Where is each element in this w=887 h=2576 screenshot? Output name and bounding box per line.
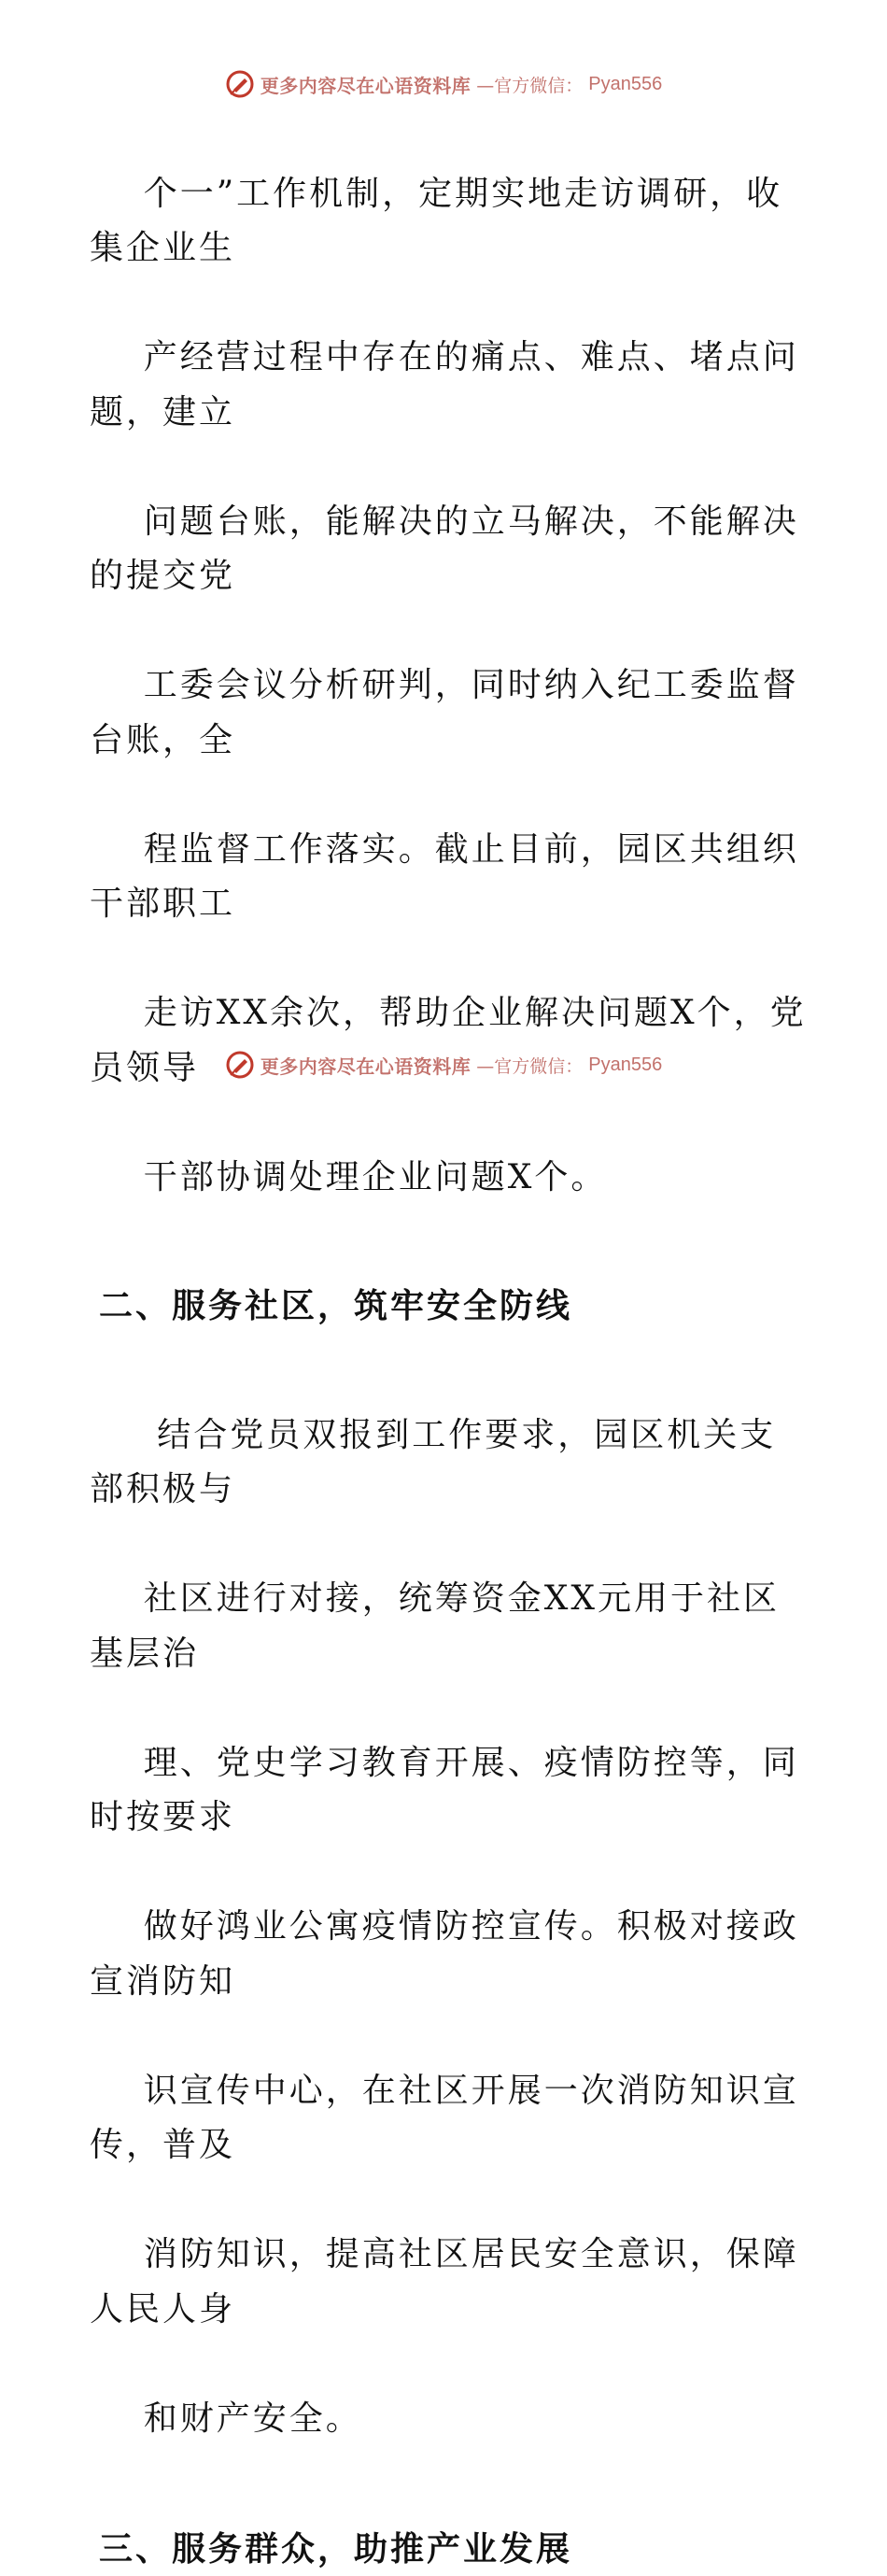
text-line: 个一”工作机制，定期实地走访调研，收集企业生 (90, 175, 782, 268)
watermark-wechat-id: Pyan556 (588, 1054, 662, 1076)
text-line: 做好鸿业公寓疫情防控宣传。积极对接政宣消防知 (90, 1907, 799, 2001)
watermark-brand: 更多内容尽在心语资料库 (260, 71, 472, 98)
paragraph-community-service (90, 1353, 809, 2501)
text-line: 社区进行对接，统筹资金XX元用于社区基层治 (90, 1579, 780, 1673)
footer-watermark (0, 1046, 887, 1083)
section-heading-community: 二、服务社区，筑牢安全防线 (90, 1279, 809, 1334)
watermark-official: —官方微信： (476, 1053, 583, 1078)
text-line: 程监督工作落实。截止目前，园区共组织干部职工 (90, 830, 799, 924)
paragraph-enterprise-service (90, 112, 809, 1260)
text-line: 理、党史学习教育开展、疫情防控等，同时按要求 (90, 1744, 799, 1837)
text-line: 消防知识，提高社区居民安全意识，保障人民人身 (90, 2235, 799, 2328)
document-body (90, 112, 809, 2576)
text-line: 和财产安全。 (144, 2399, 362, 2438)
text-line: 产经营过程中存在的痛点、难点、堵点问题，建立 (90, 338, 799, 432)
text-line: 问题台账，能解决的立马解决，不能解决的提交党 (90, 502, 799, 596)
watermark-wechat-id: Pyan556 (588, 74, 662, 95)
text-line: 结合党员双报到工作要求，园区机关支部积极与 (90, 1416, 776, 1509)
header-watermark (0, 65, 887, 103)
text-line: 识宣传中心，在社区开展一次消防知识宣传，普及 (90, 2072, 799, 2165)
watermark-brand: 更多内容尽在心语资料库 (260, 1052, 472, 1079)
text-line: 工委会议分析研判，同时纳入纪工委监督台账，全 (90, 666, 799, 759)
text-line: 干部协调处理企业问题X个。 (144, 1158, 608, 1196)
text-line: 走访XX余次，帮助企业解决问题X个，党员领导 (90, 994, 807, 1087)
section-heading-public: 三、服务群众，助推产业发展 (90, 2522, 809, 2576)
logo-icon (225, 69, 255, 99)
watermark-official: —官方微信： (476, 72, 583, 97)
logo-icon (225, 1050, 255, 1080)
